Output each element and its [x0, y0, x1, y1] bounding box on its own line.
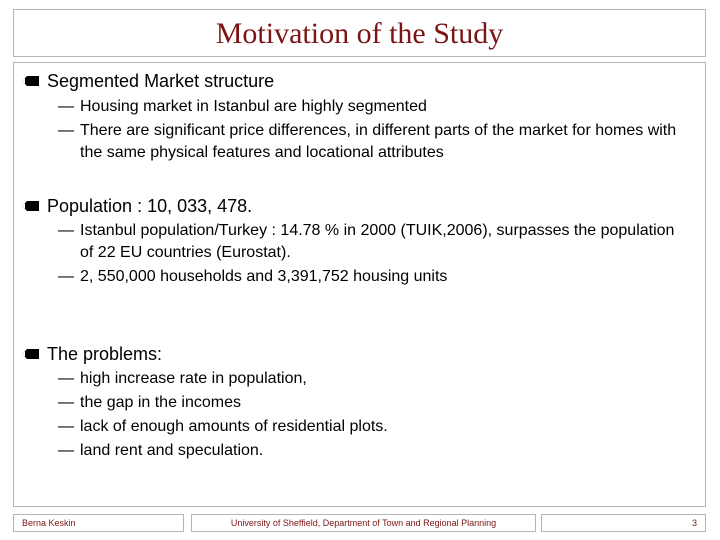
footer-author — [13, 514, 184, 532]
dash-marker: — — [58, 442, 74, 459]
pencil-bullet-icon — [22, 348, 40, 360]
bullet-heading: Segmented Market structure — [47, 71, 275, 91]
sub-item — [58, 392, 678, 414]
footer-author-text: Berna Keskin — [22, 518, 76, 528]
sub-item-text: 2, 550,000 households and 3,391,752 housing units — [80, 268, 448, 285]
bullet-heading: Population : 10, 033, 478. — [47, 196, 253, 216]
footer-institution-text: University of Sheffield, Department of Town and Regional Planning — [230, 518, 497, 528]
sub-item-text: Housing market in Istanbul are highly segmented — [80, 98, 427, 115]
sub-item — [58, 220, 678, 264]
sub-item — [58, 266, 678, 288]
bullet-segmented-market — [22, 70, 274, 92]
footer-page-number — [541, 514, 706, 532]
dash-marker: — — [58, 98, 74, 115]
title-box — [13, 9, 706, 57]
dash-marker: — — [58, 418, 74, 435]
slide-title: Motivation of the Study — [215, 17, 504, 50]
footer-institution — [191, 514, 536, 532]
bullet-problems — [22, 343, 162, 365]
sub-item — [58, 440, 678, 462]
sub-item-text: the gap in the incomes — [80, 394, 241, 411]
dash-marker: — — [58, 122, 74, 139]
sub-item-text: land rent and speculation. — [80, 442, 264, 459]
pencil-bullet-icon — [22, 75, 40, 87]
sub-item — [58, 120, 678, 164]
sub-item-text: There are significant price differences, in different parts of the market for homes with the same physical features and locational attributes — [80, 122, 677, 161]
sub-item — [58, 416, 678, 438]
sub-item — [58, 368, 678, 390]
dash-marker: — — [58, 222, 74, 239]
sub-item — [58, 96, 678, 118]
sub-item-text: Istanbul population/Turkey : 14.78 % in 2000 (TUIK,2006), surpasses the population of 22 EU countries (Eurostat). — [80, 222, 675, 261]
dash-marker: — — [58, 370, 74, 387]
dash-marker: — — [58, 268, 74, 285]
dash-marker: — — [58, 394, 74, 411]
sub-item-text: high increase rate in population, — [80, 370, 307, 387]
page-number-text: 3 — [691, 518, 697, 528]
sub-item-text: lack of enough amounts of residential plots. — [80, 418, 388, 435]
bullet-population — [22, 195, 252, 217]
pencil-bullet-icon — [22, 200, 40, 212]
bullet-heading: The problems: — [47, 344, 163, 364]
